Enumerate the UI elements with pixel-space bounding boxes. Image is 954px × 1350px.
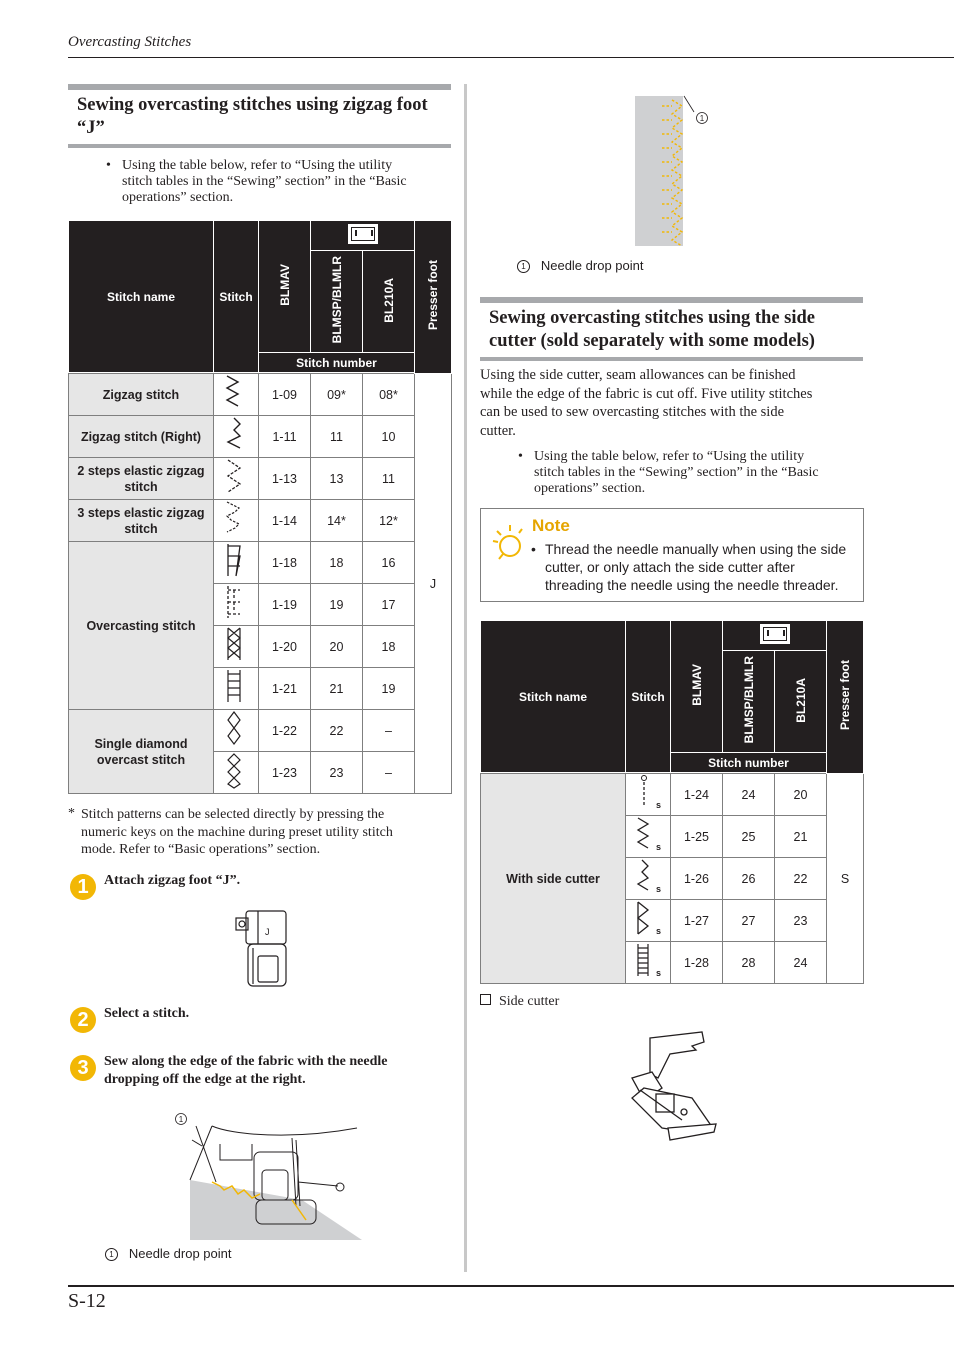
header-stitch-number: Stitch number: [259, 353, 415, 373]
blmav-number: 1-23: [259, 752, 311, 794]
stitch-name-cell: 2 steps elastic zigzag stitch: [69, 458, 214, 500]
checkbox-square-icon: [480, 994, 491, 1005]
blmsp-number: 23: [311, 752, 363, 794]
lightbulb-icon: [491, 523, 525, 563]
stitch-icon-cell: [214, 668, 259, 710]
header-bl210a: BL210A: [775, 651, 827, 753]
bl210a-number: 16: [363, 542, 415, 584]
header-blmav: BLMAV: [259, 221, 311, 353]
header-presser-foot: Presser foot: [827, 621, 864, 774]
blmsp-number: 26: [723, 858, 775, 900]
stitch-icon-cell: [626, 858, 671, 900]
overcasting-stitch-icon: [222, 542, 250, 580]
bottom-rule: [68, 1285, 954, 1287]
blmav-number: 1-19: [259, 584, 311, 626]
blmsp-number: 21: [311, 668, 363, 710]
stitch-icon-cell: [626, 942, 671, 984]
overcasting-ladder-stitch-icon: [222, 668, 250, 706]
header-stitch: Stitch: [626, 621, 671, 773]
two-step-elastic-zigzag-icon: [222, 458, 250, 496]
needle-drop-caption: 1 Needle drop point: [517, 258, 643, 273]
side-cutter-s-mark: s: [656, 926, 662, 936]
bl210a-number: 11: [363, 458, 415, 500]
bl210a-number: –: [363, 710, 415, 752]
stitch-icon-cell: [214, 626, 259, 668]
blmsp-number: 27: [723, 900, 775, 942]
side-cutter-zigzag-right-icon: [634, 858, 662, 896]
column-divider: [464, 84, 467, 1272]
header-blmsp-blmlr: BLMSP/BLMLR: [723, 651, 775, 753]
bullet-dot-icon: •: [518, 449, 523, 464]
step-3-text: Sew along the edge of the fabric with the needle dropping off the edge at the right.: [104, 1054, 388, 1087]
header-presser-foot: Presser foot: [415, 221, 452, 374]
bl210a-number: 10: [363, 416, 415, 458]
side-cutter-stitch-table: [480, 620, 864, 984]
blmsp-number: 20: [311, 626, 363, 668]
side-cutter-zigzag-icon: [634, 816, 662, 854]
bullet-instruction: • Using the table below, refer to “Using the utility stitch tables in the “Sewing” section” in the “Basic operations” section.: [106, 158, 407, 205]
table-row: [69, 542, 452, 584]
blmsp-number: 13: [311, 458, 363, 500]
bl210a-number: 24: [775, 942, 827, 984]
page-number: S-12: [68, 1290, 106, 1312]
blmav-number: 1-25: [671, 816, 723, 858]
blmav-number: 1-11: [259, 416, 311, 458]
side-cutter-straight-icon: [634, 774, 662, 812]
bl210a-number: 20: [775, 774, 827, 816]
bl210a-number: 19: [363, 668, 415, 710]
table-row: [69, 710, 452, 752]
zigzag-foot-stitch-table: [68, 220, 452, 794]
bl210a-number: 17: [363, 584, 415, 626]
blmsp-number: 19: [311, 584, 363, 626]
stitch-icon-cell: [214, 710, 259, 752]
blmav-number: 1-20: [259, 626, 311, 668]
side-cutter-ladder-icon: [634, 942, 662, 980]
blmsp-number: 28: [723, 942, 775, 984]
blmav-number: 1-22: [259, 710, 311, 752]
header-blmsp-blmlr: BLMSP/BLMLR: [311, 251, 363, 353]
overcasting-stitch-dotted-icon: [222, 584, 250, 622]
note-box: [480, 508, 864, 602]
stitch-icon-cell: [214, 458, 259, 500]
stitch-icon-cell: [626, 816, 671, 858]
footnote: * Stitch patterns can be selected directly by pressing the numeric keys on the machine during preset utility stitch mode. Refer to “Basic operations” section.: [68, 806, 393, 857]
top-rule: [68, 57, 954, 58]
stitch-icon-cell: [214, 500, 259, 542]
stitch-icon-cell: [626, 900, 671, 942]
bl210a-number: 21: [775, 816, 827, 858]
note-text: • Thread the needle manually when using the side cutter, or only attach the side cutter after threading the needle using the needle threader.: [531, 541, 847, 593]
needle-drop-caption: 1 Needle drop point: [105, 1246, 231, 1261]
stitch-icon-cell: [626, 774, 671, 816]
blmav-number: 1-09: [259, 374, 311, 416]
stitch-icon-cell: [214, 752, 259, 794]
blmav-number: 1-26: [671, 858, 723, 900]
bullet-dot-icon: •: [106, 158, 111, 173]
table-row: [69, 374, 452, 416]
side-cutter-overcast-icon: [634, 900, 662, 938]
single-diamond-stitch-icon: [222, 710, 250, 748]
blmsp-number: 25: [723, 816, 775, 858]
header-stitch-name: Stitch name: [481, 621, 626, 773]
step-1-text: Attach zigzag foot “J”.: [104, 873, 241, 888]
table-row: [69, 500, 452, 542]
zigzag-right-stitch-icon: [222, 416, 250, 454]
side-cutter-s-mark: s: [656, 842, 662, 852]
blmsp-number: 14*: [311, 500, 363, 542]
bl210a-number: 22: [775, 858, 827, 900]
callout-number: 1: [699, 114, 705, 123]
stitch-icon-cell: [214, 542, 259, 584]
bullet-dot-icon: •: [531, 541, 536, 557]
blmsp-number: 22: [311, 710, 363, 752]
side-cutter-illustration: [622, 1028, 718, 1144]
overcasting-cross-stitch-icon: [222, 626, 250, 664]
blmav-number: 1-18: [259, 542, 311, 584]
bl210a-number: 08*: [363, 374, 415, 416]
fabric-overcast-illustration: [630, 92, 715, 250]
stitch-name-cell: Zigzag stitch: [69, 374, 214, 416]
blmsp-number: 09*: [311, 374, 363, 416]
lcd-screen-icon: [311, 221, 415, 251]
step-2-text: Select a stitch.: [104, 1006, 190, 1021]
table-row: [481, 774, 864, 816]
header-stitch-number: Stitch number: [671, 753, 827, 773]
stitch-name-cell: Single diamond overcast stitch: [69, 710, 214, 794]
lcd-screen-icon: [723, 621, 827, 651]
blmav-number: 1-24: [671, 774, 723, 816]
presser-foot-value: J: [415, 374, 452, 794]
bullet-instruction: • Using the table below, refer to “Using the utility stitch tables in the “Sewing” section” in the “Basic operations” section.: [518, 449, 819, 496]
header-bl210a: BL210A: [363, 251, 415, 353]
blmav-number: 1-14: [259, 500, 311, 542]
sewing-edge-illustration: [172, 1110, 362, 1242]
step-2-number: 2: [70, 1007, 96, 1033]
header-stitch: Stitch: [214, 221, 259, 373]
stitch-name-cell: Zigzag stitch (Right): [69, 416, 214, 458]
blmav-number: 1-21: [259, 668, 311, 710]
step-1-number: 1: [70, 874, 96, 900]
stitch-name-cell: With side cutter: [481, 774, 626, 984]
side-cutter-s-mark: s: [656, 884, 662, 894]
bl210a-number: –: [363, 752, 415, 794]
zigzag-stitch-icon: [222, 374, 250, 412]
header-stitch-name: Stitch name: [69, 221, 214, 373]
callout-number: 1: [178, 1115, 184, 1124]
blmav-number: 1-27: [671, 900, 723, 942]
blmav-number: 1-13: [259, 458, 311, 500]
stitch-name-cell: Overcasting stitch: [69, 542, 214, 710]
stitch-icon-cell: [214, 416, 259, 458]
side-cutter-s-mark: s: [656, 968, 662, 978]
blmsp-number: 18: [311, 542, 363, 584]
bl210a-number: 12*: [363, 500, 415, 542]
side-cutter-label: Side cutter: [480, 994, 559, 1010]
foot-letter: J: [265, 927, 270, 937]
table-row: [69, 458, 452, 500]
section-heading-side-cutter: Sewing overcasting stitches using the side cutter (sold separately with some models): [480, 297, 863, 361]
three-step-elastic-zigzag-icon: [222, 500, 250, 538]
blmsp-number: 24: [723, 774, 775, 816]
step-3-number: 3: [70, 1055, 96, 1081]
table-row: [69, 416, 452, 458]
side-cutter-s-mark: s: [656, 800, 662, 810]
blmsp-number: 11: [311, 416, 363, 458]
stitch-icon-cell: [214, 374, 259, 416]
header-blmav: BLMAV: [671, 621, 723, 753]
zigzag-foot-j-illustration: [228, 908, 292, 988]
stitch-icon-cell: [214, 584, 259, 626]
section-heading-zigzag-foot: Sewing overcasting stitches using zigzag foot “J”: [68, 84, 451, 148]
bl210a-number: 18: [363, 626, 415, 668]
blmav-number: 1-28: [671, 942, 723, 984]
presser-foot-value: S: [827, 774, 864, 984]
running-head: Overcasting Stitches: [68, 34, 192, 50]
bl210a-number: 23: [775, 900, 827, 942]
note-title: Note: [532, 516, 570, 535]
side-cutter-paragraph: Using the side cutter, seam allowances can be finished while the edge of the fabric is cut off. Five utility stitches can be used to sew overcasting stitches with the side cutter.: [480, 367, 813, 439]
double-diamond-stitch-icon: [222, 752, 250, 790]
stitch-name-cell: 3 steps elastic zigzag stitch: [69, 500, 214, 542]
